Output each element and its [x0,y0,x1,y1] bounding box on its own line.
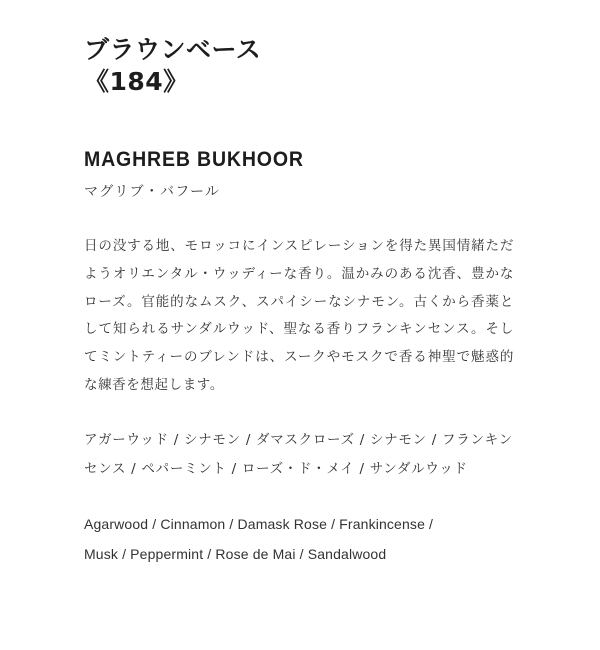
series-name: ブラウンベース [84,35,262,64]
fragrance-notes-en-line-1: Agarwood / Cinnamon / Damask Rose / Frankincense / [84,515,434,532]
fragrance-notes-en [84,509,524,571]
product-name-en: MAGHREB BUKHOOR [84,148,304,171]
fragrance-notes-en-line-2: Musk / Peppermint / Rose de Mai / Sandalwood [84,546,387,563]
product-description: 日の没する地、モロッコにインスピレーションを得た異国情緒ただようオリエンタル・ウッディーな香り。温かみのある沈香、豊かなローズ。官能的なムスク、スパイシーなシナモン。古くから香薬として知られるサンダルウッド、聖なる香りフランキンセンス。そしてミントティーのブレンドは、スークやモスクで香る神聖で魅惑的な練香を想起します。 [84,238,514,393]
series-number: 《184》 [84,67,189,96]
fragrance-notes-ja: アガーウッド / シナモン / ダマスクローズ / シナモン / フランキンセンス / ペパーミント / ローズ・ド・メイ / サンダルウッド [84,431,513,478]
product-name-ja: マグリブ・バフール [84,184,221,200]
series-heading [84,34,516,98]
